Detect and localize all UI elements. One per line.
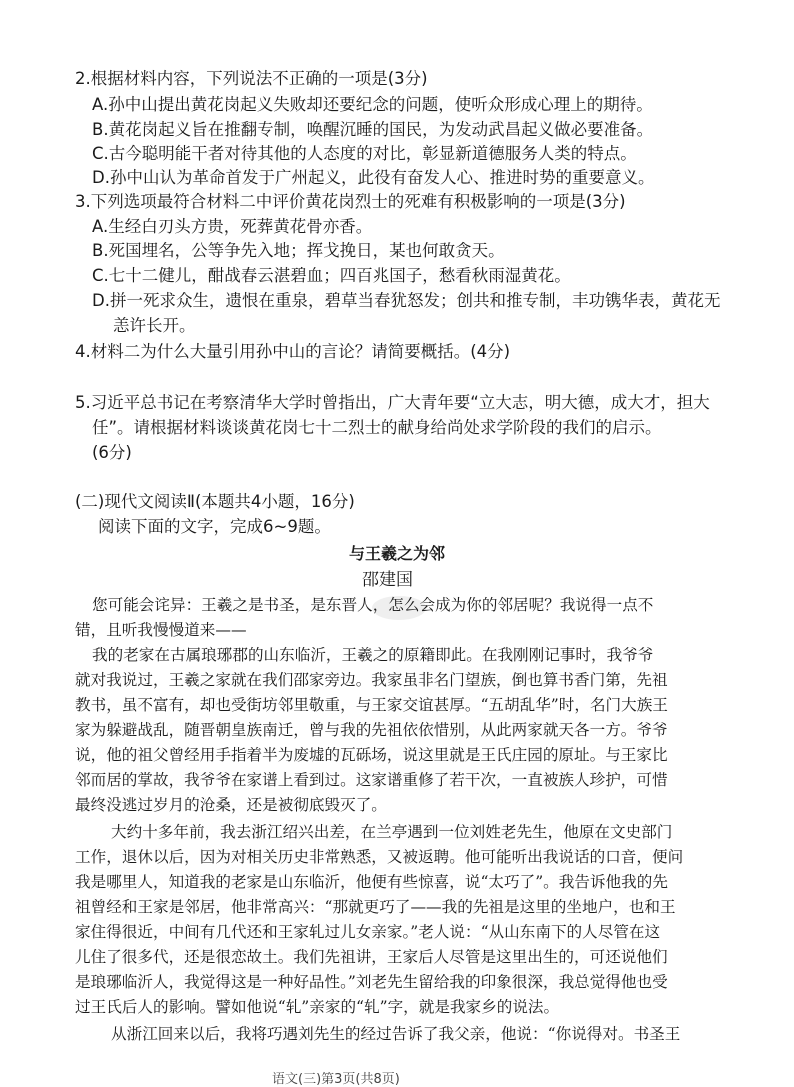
section-instruction: 阅读下面的文字，完成6~9题。: [98, 517, 331, 536]
article-line: 是琅琊临沂人，我觉得这是一种好品性。”刘老先生留给我的印象很深，我总觉得他也受: [75, 973, 668, 991]
section-heading: (二)现代文阅读Ⅱ(本题共4小题，16分): [75, 492, 355, 511]
article-line: 工作，退休以后，因为对相关历史非常熟悉，又被返聘。他可能听出我说话的口音，便问: [75, 848, 684, 866]
article-line: 教书，虽不富有，却也受街坊邻里敬重，与王家交谊甚厚。“五胡乱华”时，名门大族王: [75, 696, 668, 714]
q4-stem: 4.材料二为什么大量引用孙中山的言论？请简要概括。(4分): [75, 342, 511, 361]
article-line: 说，他的祖父曾经用手指着半为废墟的瓦砾场，说这里就是王氏庄园的原址。与王家比: [75, 746, 668, 764]
article-line: 家为躲避战乱，随晋朝皇族南迁，曾与我的先祖依依惜别，从此两家就天各一方。爷爷: [75, 721, 668, 739]
q2-stem: 2.根据材料内容，下列说法不正确的一项是(3分): [75, 69, 428, 88]
q2-option-c: C.古今聪明能干者对待其他的人态度的对比，彰显新道德服务人类的特点。: [92, 144, 637, 163]
page-footer: 语文(三)第3页(共8页): [272, 1072, 400, 1087]
article-line: 家住得很近，中间有几代还和王家轧过儿女亲家。”老人说：“从山东南下的人尽管在这: [75, 923, 661, 941]
q2-option-b: B.黄花岗起义旨在推翻专制，唤醒沉睡的国民，为发动武昌起义做必要准备。: [92, 120, 654, 139]
q3-option-d-continued: 恙许长开。: [113, 316, 196, 335]
article-line: 从浙江回来以后，我将巧遇刘先生的经过告诉了我父亲，他说：“你说得对。书圣王: [111, 1025, 681, 1043]
q3-option-c: C.七十二健儿，酣战春云湛碧血；四百兆国子，愁看秋雨湿黄花。: [92, 266, 571, 285]
article-line: 过王氏后人的影响。譬如他说“轧”亲家的“轧”字，就是我家乡的说法。: [75, 998, 560, 1016]
article-title: 与王羲之为邻: [349, 544, 446, 563]
article-line: 大约十多年前，我去浙江绍兴出差，在兰亭遇到一位刘姓老先生，他原在文史部门: [111, 823, 673, 841]
article-line: 就对我说过，王羲之家就在我们邵家旁边。我家虽非名门望族，倒也算书香门第，先祖: [75, 671, 668, 689]
q5-line-3: (6分): [92, 443, 132, 462]
article-line: 我是哪里人，知道我的老家是山东临沂，他便有些惊喜，说“太巧了”。我告诉他我的先: [75, 873, 668, 891]
q3-stem: 3.下列选项最符合材料二中评价黄花岗烈士的死难有积极影响的一项是(3分): [75, 192, 626, 211]
q5-line-2: 任”。请根据材料谈谈黄花岗七十二烈士的献身给尚处求学阶段的我们的启示。: [92, 418, 662, 437]
article-line: 最终没逃过岁月的沧桑，还是被彻底毁灭了。: [75, 796, 387, 814]
q2-option-a: A.孙中山提出黄花岗起义失败却还要纪念的问题，使听众形成心理上的期待。: [92, 95, 653, 114]
q2-option-d: D.孙中山认为革命首发于广州起义，此役有奋发人心、推进时势的重要意义。: [92, 168, 655, 187]
article-line: 您可能会诧异：王羲之是书圣，是东晋人，怎么会成为你的邻居呢？我说得一点不: [92, 596, 654, 614]
article-author: 邵建国: [362, 570, 413, 590]
q3-option-a: A.生经白刃头方贵，死葬黄花骨亦香。: [92, 217, 373, 236]
article-line: 我的老家在古属琅琊郡的山东临沂，王羲之的原籍即此。在我刚刚记事时，我爷爷: [92, 646, 654, 664]
q5-line-1: 5.习近平总书记在考察清华大学时曾指出，广大青年要“立大志，明大德，成大才，担大: [75, 393, 710, 412]
q3-option-d: D.拼一死求众生，遗恨在重泉，碧草当春犹怒发；创共和推专制，丰功镌华表，黄花无: [92, 291, 721, 310]
q3-option-b: B.死国埋名，公等争先入地；挥戈挽日，某也何敢贪天。: [92, 241, 505, 260]
article-line: 祖曾经和王家是邻居，他非常高兴：“那就更巧了——我的先祖是这里的坐地户，也和王: [75, 898, 676, 916]
article-line: 儿住了很多代，还是很恋故土。我们先祖讲，王家后人尽管是这里出生的，可还说他们: [75, 948, 668, 966]
article-line: 邻而居的掌故，我爷爷在家谱上看到过。这家谱重修了若干次，一直被族人珍护，可惜: [75, 771, 668, 789]
article-line: 错，且听我慢慢道来——: [75, 621, 247, 639]
